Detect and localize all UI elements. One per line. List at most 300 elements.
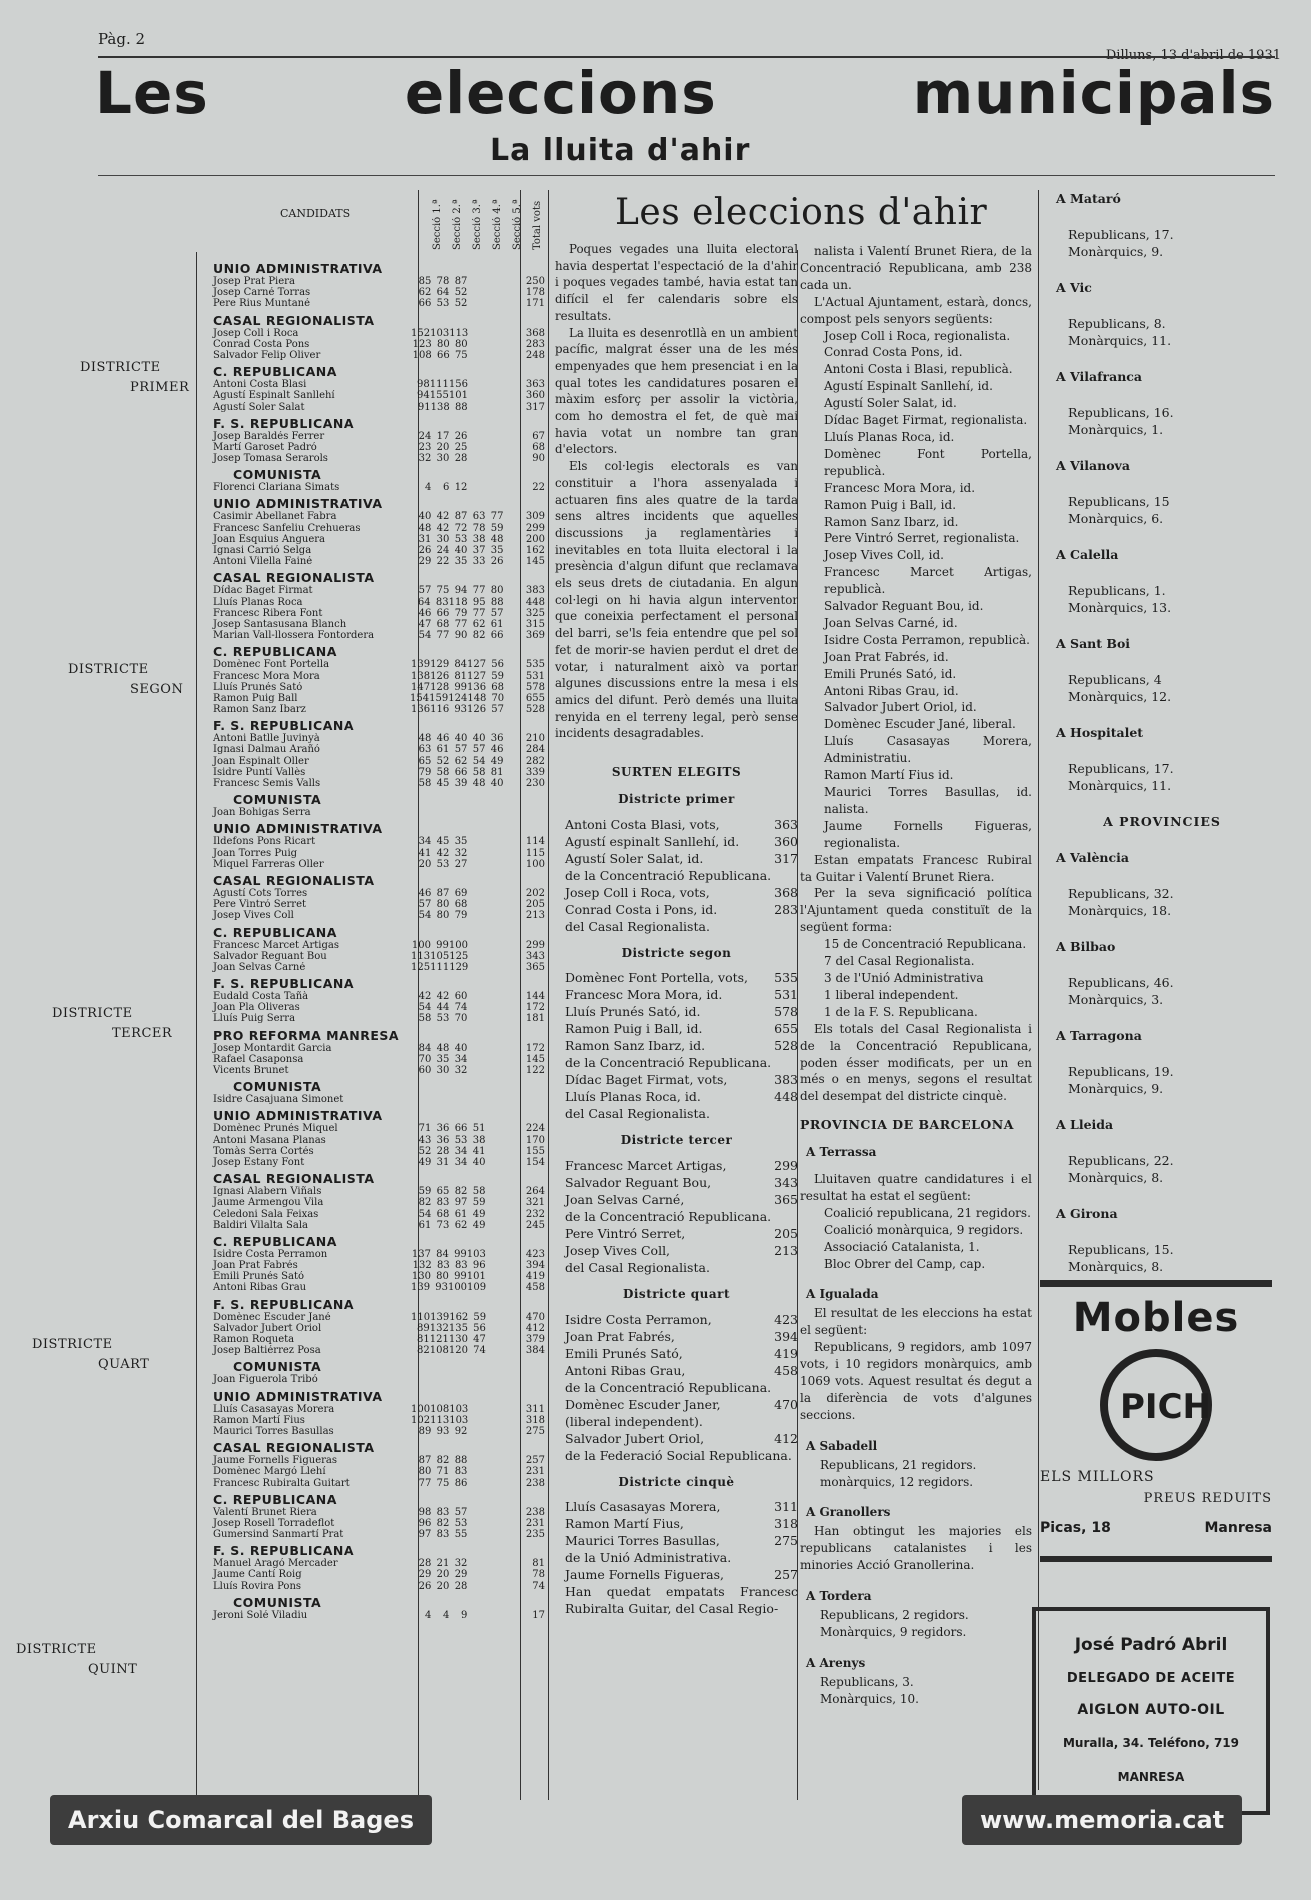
candidate-name: Marian Vall-llossera Fontordera — [213, 630, 375, 642]
results-table — [195, 258, 545, 1621]
section-votes: 111 — [429, 379, 449, 391]
table-row — [195, 545, 545, 556]
section-votes — [467, 287, 485, 298]
column-header: Secció 4.ª — [492, 199, 503, 250]
total-votes: 470 — [525, 1311, 546, 1323]
elected-note: del Casal Regionalista. — [565, 918, 710, 934]
candidate-name: Josep Estany Font — [213, 1156, 305, 1168]
candidate-name: Joan Figuerola Tribó — [213, 1374, 318, 1386]
section-votes — [486, 379, 504, 390]
section-votes — [468, 1404, 486, 1415]
section-votes: 37 — [472, 545, 486, 556]
section-votes: 32 — [454, 1065, 468, 1076]
candidate-name: Francesc Semis Valls — [213, 778, 321, 789]
section-votes: 71 — [418, 1123, 432, 1135]
total-votes: 250 — [525, 276, 546, 287]
section-votes: 123 — [412, 338, 432, 350]
table-row — [195, 951, 545, 962]
section-votes: 68 — [436, 618, 450, 630]
section-votes: 53 — [454, 533, 468, 545]
section-votes: 49 — [472, 1208, 486, 1220]
section-votes: 138 — [430, 401, 450, 413]
elected-votes: 531 — [774, 987, 798, 1003]
party-name: C. REPUBLICANA — [213, 1491, 337, 1507]
elected-row — [555, 901, 798, 918]
section-votes: 70 — [418, 1053, 432, 1065]
total-votes: 531 — [525, 670, 546, 682]
section-votes: 113 — [411, 950, 431, 962]
party-name: UNIO ADMINISTRATIVA — [213, 1108, 383, 1124]
elected-name: Dídac Baget Firmat, vots, — [565, 1072, 728, 1088]
section-votes: 34 — [418, 836, 432, 848]
section-votes: 34 — [454, 1156, 468, 1168]
elected-votes: 311 — [774, 1499, 798, 1515]
section-votes — [486, 1334, 504, 1345]
section-votes: 129 — [449, 961, 469, 973]
column-header: Secció 5.ª — [512, 199, 523, 250]
district-heading: Districte segon — [621, 945, 732, 960]
total-votes: 172 — [525, 1042, 546, 1054]
elected-row — [555, 1037, 798, 1054]
town-result — [1048, 315, 1276, 349]
section-votes — [485, 1558, 503, 1569]
section-votes: 4 — [424, 482, 432, 494]
section-votes: 64 — [417, 596, 431, 608]
candidate-name: Francesc Rubiralta Guitart — [213, 1477, 350, 1489]
section-votes: 124 — [448, 692, 468, 704]
section-votes: 98 — [418, 1506, 432, 1518]
elected-row — [555, 1396, 798, 1413]
section-votes — [485, 899, 503, 910]
town-name: A Terrassa — [806, 1145, 877, 1160]
section-votes: 138 — [411, 670, 431, 682]
section-votes: 156 — [448, 379, 468, 391]
section-votes — [467, 1478, 485, 1489]
section-votes: 80 — [436, 910, 450, 922]
column-rule — [1038, 190, 1039, 1790]
party-name: CASAL REGIONALISTA — [213, 312, 375, 328]
ad-bar — [1040, 1280, 1272, 1287]
section-votes: 86 — [454, 1477, 468, 1489]
republicans-count: Republicans, 15 — [1068, 494, 1170, 509]
elected-name: Ramon Martí Fius, — [565, 1516, 684, 1532]
table-right-rule — [548, 190, 549, 1800]
section-votes — [485, 836, 503, 847]
elected-name: Joan Selvas Carné, — [565, 1191, 685, 1207]
section-votes: 47 — [473, 1334, 486, 1345]
section-votes: 98 — [417, 379, 430, 391]
section-votes — [485, 1197, 503, 1208]
table-row — [195, 940, 545, 951]
elected-name: Pere Vintró Serret, — [565, 1225, 686, 1241]
section-votes — [485, 287, 503, 298]
section-votes — [467, 1374, 485, 1385]
candidate-name: Rafael Casaponsa — [213, 1053, 304, 1065]
section-votes — [485, 1455, 503, 1466]
section-votes: 46 — [418, 887, 432, 899]
table-row — [195, 1249, 545, 1260]
dateline: Dilluns, 13 d'abril de 1931 — [1105, 48, 1281, 63]
section-votes — [449, 807, 467, 818]
monarchists-count: Monàrquics, 1. — [1068, 422, 1164, 437]
section-votes — [467, 1507, 485, 1518]
section-votes — [467, 859, 485, 870]
section-votes: 52 — [454, 287, 468, 299]
section-votes: 97 — [454, 1197, 468, 1209]
elected-note: de la Federació Social Republicana. — [565, 1447, 792, 1463]
section-votes: 63 — [418, 744, 432, 756]
district-block — [195, 497, 545, 818]
section-votes: 63 — [472, 511, 486, 523]
table-row — [195, 1013, 545, 1024]
total-votes: 235 — [525, 1529, 546, 1541]
town-result — [1048, 760, 1276, 794]
section-votes — [485, 1135, 503, 1146]
text-paragraph: Lluitaven quatre candidatures i el resultat ha estat el següent: — [800, 1172, 1032, 1203]
party-name: CASAL REGIONALISTA — [213, 1171, 375, 1187]
section-votes: 53 — [436, 1013, 450, 1025]
text-paragraph: Els totals del Casal Regionalista i de la Concentració Republicana, poden ésser modificats, per un en més o en menys, segons el resultat del desempat del districte cinquè. — [800, 1021, 1032, 1104]
total-votes: 384 — [525, 1345, 546, 1357]
table-row — [195, 453, 545, 464]
elected-name: Lluís Casasayas Morera, — [565, 1499, 721, 1515]
town-result — [1048, 1152, 1276, 1186]
section-votes: 159 — [429, 692, 449, 704]
total-votes: 248 — [525, 349, 545, 361]
section-votes: 77 — [418, 1477, 432, 1489]
total-votes: 81 — [532, 1558, 546, 1570]
section-votes: 40 — [472, 1156, 486, 1168]
elected-votes: 423 — [774, 1311, 798, 1327]
elected-note: Han quedat empatats Francesc Rubiralta Guitar, del Casal Regio- — [565, 1584, 798, 1617]
table-row — [195, 442, 545, 453]
ad-city: Manresa — [1204, 1520, 1272, 1536]
section-votes: 108 — [412, 349, 432, 361]
candidate-name: Miquel Farreras Oller — [213, 858, 324, 870]
republicans-count: Republicans, 19. — [1068, 1064, 1174, 1079]
section-votes — [486, 339, 504, 350]
section-votes: 66 — [454, 1123, 468, 1135]
section-votes: 38 — [472, 533, 486, 545]
town-name: A Sabadell — [806, 1438, 878, 1453]
council-member: Jaume Fornells Figueras, regionalista. — [824, 818, 1032, 850]
elected-row — [555, 1311, 798, 1328]
column-header: Secció 2.ª — [452, 199, 463, 250]
section-votes — [485, 1065, 503, 1076]
party-name: F. S. REPUBLICANA — [213, 718, 355, 734]
section-votes: 57 — [418, 585, 432, 597]
town-name: A Vilafranca — [1056, 369, 1142, 384]
section-votes: 47 — [418, 618, 432, 630]
section-votes: 59 — [418, 1186, 432, 1198]
section-votes — [467, 807, 485, 818]
elected-votes: 213 — [774, 1242, 798, 1258]
ad-street: Picas, 18 — [1040, 1520, 1111, 1536]
section-votes — [467, 910, 485, 921]
section-votes — [467, 848, 485, 859]
total-votes: 535 — [525, 659, 546, 671]
council-member: Agustí Espinalt Sanllehí, id. — [824, 379, 993, 394]
section-votes: 77 — [436, 630, 450, 642]
elected-name: Antoni Ribas Grau, — [565, 1362, 686, 1378]
section-votes — [467, 991, 485, 1002]
ad-line: Muralla, 34. Teléfono, 719 — [1062, 1736, 1239, 1750]
party-name: UNIO ADMINISTRATIVA — [213, 821, 383, 837]
section-votes: 113 — [430, 1414, 450, 1426]
section-votes: 22 — [436, 556, 450, 568]
section-votes: 82 — [418, 1197, 432, 1209]
table-row — [195, 1404, 545, 1415]
section-votes — [485, 1146, 503, 1157]
total-votes: 655 — [525, 692, 545, 704]
total-votes: 394 — [525, 1260, 545, 1272]
table-row — [195, 1478, 545, 1489]
candidate-name: Jeroni Solé Viladiu — [213, 1609, 308, 1621]
section-votes — [467, 1065, 485, 1076]
monarchists-count: Monàrquics, 11. — [1068, 778, 1172, 793]
elected-name: Josep Coll i Roca, vots, — [565, 884, 710, 900]
section-votes: 26 — [490, 556, 504, 568]
section-votes: 99 — [454, 1271, 467, 1283]
table-row — [195, 1466, 545, 1477]
section-votes: 62 — [454, 1219, 468, 1231]
section-votes: 80 — [490, 585, 504, 597]
section-votes: 32 — [454, 1558, 468, 1570]
section-votes — [485, 1094, 503, 1105]
result-line: Coalició monàrquica, 9 regidors. — [824, 1222, 1024, 1237]
section-votes — [486, 1249, 504, 1260]
section-votes — [486, 350, 504, 361]
council-column — [800, 243, 1032, 1708]
elected-votes: 368 — [774, 884, 798, 900]
section-votes: 59 — [473, 1311, 487, 1323]
section-votes: 57 — [454, 1506, 468, 1518]
republicans-count: Republicans, 16. — [1068, 405, 1174, 420]
party-name: F. S. REPUBLICANA — [213, 1543, 355, 1559]
total-votes: 238 — [525, 1477, 546, 1489]
republicans-count: Republicans, 1. — [1068, 583, 1166, 598]
section-votes: 118 — [448, 596, 468, 608]
elected-name: Jaume Fornells Figueras, — [565, 1567, 724, 1583]
section-votes: 154 — [410, 692, 430, 704]
council-member: Emili Prunés Sató, id. — [824, 666, 957, 681]
section-votes: 116 — [430, 704, 450, 716]
total-votes: 257 — [525, 1455, 546, 1467]
section-votes: 72 — [454, 522, 468, 534]
candidate-name: Francesc Marcet Artigas — [213, 939, 339, 951]
elected-row — [555, 1328, 798, 1345]
section-votes — [486, 1312, 504, 1323]
section-votes — [485, 1581, 503, 1592]
elected-name: Conrad Costa i Pons, id. — [565, 901, 718, 917]
total-votes: 224 — [525, 1123, 546, 1135]
candidate-name: Conrad Costa Pons — [213, 338, 310, 350]
candidate-name: Josep Tomasa Serarols — [213, 453, 328, 465]
section-votes: 89 — [417, 1322, 430, 1334]
section-votes: 77 — [490, 511, 504, 523]
section-votes — [449, 1374, 467, 1385]
council-member: Ramon Puig i Ball, id. — [824, 497, 957, 512]
section-votes: 29 — [418, 556, 432, 568]
town-results-column — [1048, 190, 1276, 1294]
table-row — [195, 659, 545, 670]
council-member: Josep Vives Coll, id. — [824, 548, 944, 563]
table-row — [195, 402, 545, 413]
town-result — [1048, 1241, 1276, 1275]
section-votes — [486, 1404, 504, 1415]
elected-votes: 383 — [774, 1072, 798, 1088]
council-member: Antoni Costa i Blasi, republicà. — [824, 362, 1013, 377]
district-heading: Districte cinquè — [618, 1474, 735, 1489]
section-votes: 35 — [436, 1053, 450, 1065]
monarchists-count: Monàrquics, 8. — [1068, 1170, 1164, 1185]
candidate-name: Josep Carné Torras — [213, 287, 311, 299]
monarchists-count: Monàrquics, 3. — [1068, 992, 1164, 1007]
elected-name: Lluís Prunés Sató, id. — [565, 1004, 701, 1020]
table-row — [195, 1558, 545, 1569]
candidate-name: Ramon Sanz Ibarz — [213, 704, 306, 716]
section-votes — [485, 453, 503, 464]
district-block — [195, 1109, 545, 1385]
town-result — [1048, 404, 1276, 438]
section-votes: 66 — [454, 766, 468, 778]
total-votes: 232 — [525, 1208, 546, 1220]
table-row — [195, 1135, 545, 1146]
elected-votes: 578 — [774, 1004, 798, 1020]
candidate-name: Pere Vintró Serret — [213, 899, 307, 911]
elected-votes: 528 — [774, 1038, 798, 1054]
total-votes: 171 — [525, 298, 546, 310]
elected-name: Domènec Font Portella, vots, — [565, 970, 749, 986]
table-row — [195, 585, 545, 596]
elected-row — [555, 1174, 798, 1191]
table-row — [195, 1569, 545, 1580]
section-votes: 130 — [411, 1271, 431, 1283]
section-votes: 49 — [418, 1156, 432, 1168]
elected-votes: 470 — [774, 1396, 798, 1412]
result-line: Republicans, 2 regidors. — [820, 1607, 969, 1622]
candidate-name: Ramon Martí Fius — [213, 1414, 305, 1426]
total-votes: 144 — [525, 991, 546, 1003]
section-votes: 83 — [435, 596, 449, 608]
result-line: Associació Catalanista, 1. — [824, 1239, 980, 1254]
candidate-name: Josep Montardit Garcia — [213, 1042, 332, 1054]
section-votes: 89 — [418, 1425, 432, 1437]
section-votes: 68 — [491, 681, 504, 693]
town-name: A Calella — [1056, 547, 1119, 562]
section-votes: 52 — [454, 298, 468, 310]
section-votes: 126 — [467, 704, 487, 716]
council-member: Domènec Font Portella, republicà. — [824, 446, 1032, 478]
section-votes: 42 — [436, 847, 450, 859]
section-votes — [485, 1478, 503, 1489]
total-votes — [504, 1094, 546, 1105]
town-result — [1048, 582, 1276, 616]
candidate-name: Lluís Prunés Sató — [213, 681, 303, 693]
section-votes: 80 — [436, 1271, 449, 1283]
subheadline-rule — [98, 175, 1275, 176]
candidate-name: Josep Prat Piera — [213, 276, 295, 287]
candidate-name: Ignasi Dalmau Arañó — [213, 744, 320, 756]
ad-line: AIGLON AUTO-OIL — [1077, 1702, 1225, 1718]
section-votes: 40 — [490, 778, 504, 789]
council-member: Salvador Jubert Oriol, id. — [824, 700, 977, 715]
monarchists-count: Monàrquics, 6. — [1068, 511, 1164, 526]
candidate-name: Domènec Escuder Jané — [213, 1311, 331, 1323]
section-votes — [467, 1569, 485, 1580]
district-label-line: DISTRICTE — [68, 662, 149, 677]
table-row — [195, 597, 545, 608]
elected-votes: 299 — [774, 1157, 798, 1173]
section-votes — [467, 1043, 485, 1054]
section-votes: 39 — [454, 778, 468, 789]
section-votes: 100 — [447, 1282, 468, 1294]
total-votes: 379 — [525, 1334, 546, 1345]
section-votes: 57 — [454, 744, 468, 756]
section-votes: 129 — [430, 659, 450, 671]
section-votes: 52 — [436, 755, 450, 767]
section-votes: 60 — [418, 1065, 432, 1076]
section-votes — [467, 442, 485, 453]
monarchists-count: Monàrquics, 13. — [1068, 600, 1172, 615]
table-row — [195, 1260, 545, 1271]
section-votes: 93 — [436, 1425, 450, 1437]
section-votes: 103 — [466, 1248, 486, 1260]
party-name: COMUNISTA — [233, 467, 322, 483]
section-votes: 40 — [472, 733, 486, 745]
section-votes: 135 — [448, 1322, 468, 1334]
section-votes — [485, 482, 503, 493]
table-row — [195, 1415, 545, 1426]
section-votes: 126 — [430, 670, 450, 682]
republicans-count: Republicans, 4 — [1068, 672, 1162, 687]
section-votes: 127 — [467, 670, 487, 682]
section-votes: 139 — [411, 659, 431, 671]
section-votes: 51 — [472, 1123, 486, 1135]
table-row — [195, 1334, 545, 1345]
table-row — [195, 390, 545, 401]
elected-row — [555, 1242, 798, 1259]
candidate-name: Josep Santasusana Blanch — [213, 618, 347, 630]
party-name: F. S. REPUBLICANA — [213, 976, 355, 992]
table-row — [195, 1323, 545, 1334]
table-row — [195, 608, 545, 619]
elected-row — [555, 850, 798, 867]
text-paragraph: nalista i Valentí Brunet Riera, de la Concentració Republicana, amb 238 cada un. — [800, 244, 1032, 292]
total-votes: 318 — [525, 1414, 546, 1426]
section-votes — [413, 1094, 431, 1105]
section-votes: 12 — [454, 482, 468, 494]
section-votes: 60 — [454, 991, 468, 1003]
section-votes: 81 — [417, 1334, 430, 1345]
section-votes: 40 — [454, 733, 468, 745]
party-name: UNIO ADMINISTRATIVA — [213, 261, 383, 276]
section-votes: 54 — [418, 630, 432, 642]
section-votes: 59 — [491, 670, 504, 682]
section-votes — [485, 1220, 503, 1231]
table-row — [195, 630, 545, 641]
table-row — [195, 298, 545, 309]
elected-votes: 283 — [774, 901, 798, 917]
section-votes: 52 — [418, 1145, 432, 1157]
elected-name: Agustí espinalt Sanllehí, id. — [565, 833, 740, 849]
section-votes — [467, 431, 485, 442]
total-votes: 145 — [525, 1053, 546, 1065]
section-votes: 85 — [418, 276, 432, 287]
section-votes — [485, 1186, 503, 1197]
town-name: A Lleida — [1056, 1117, 1114, 1132]
candidate-name: Manuel Aragó Mercader — [213, 1558, 338, 1570]
